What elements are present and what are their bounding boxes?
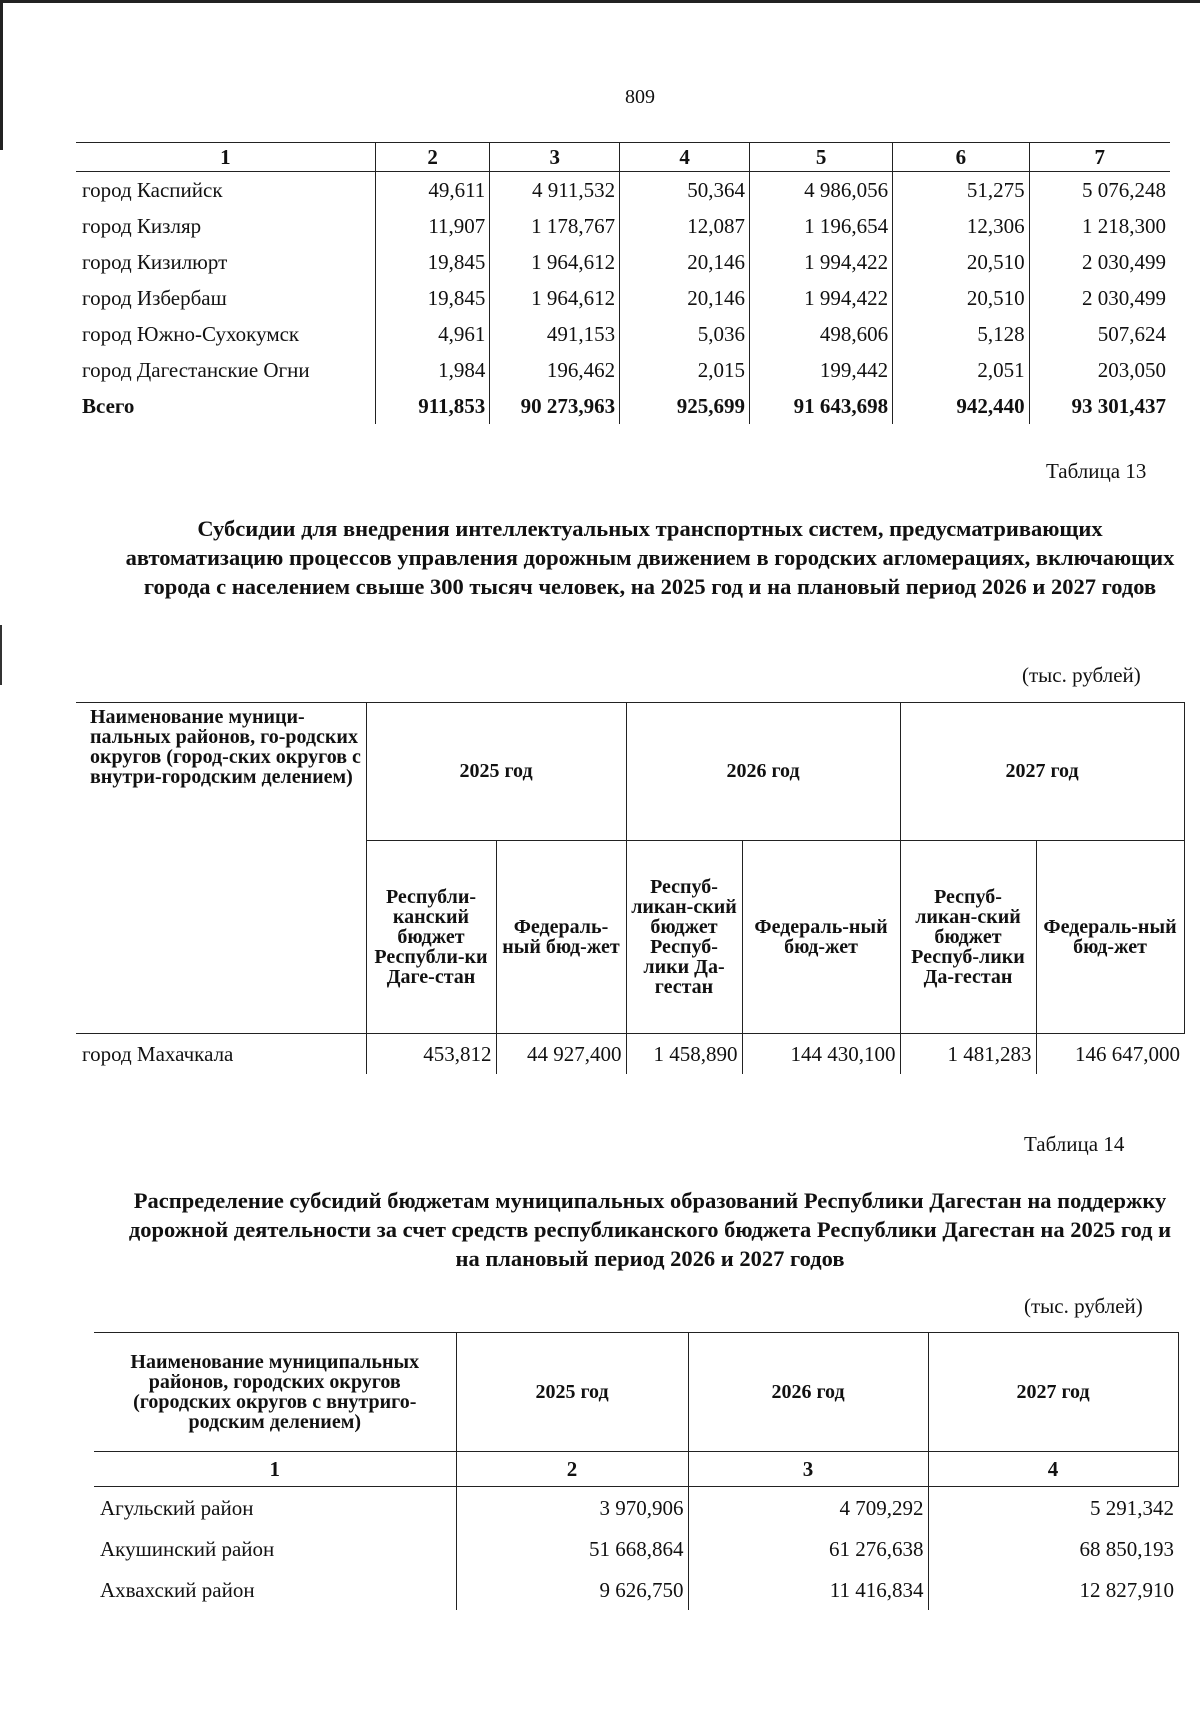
table-cell: 4,961 <box>375 316 489 352</box>
table-continuation <box>76 142 1170 424</box>
municipality-name: Агульский район <box>100 1495 254 1520</box>
column-number: 7 <box>1029 143 1170 172</box>
total-label: Всего <box>82 394 135 418</box>
table-cell: 507,624 <box>1029 316 1170 352</box>
total-cell: 90 273,963 <box>490 388 620 424</box>
column-header-year: 2026 год <box>626 703 900 841</box>
municipality-name: город Кизилюрт <box>82 250 228 274</box>
table-cell: 5 291,342 <box>928 1487 1178 1529</box>
table-cell: 4 986,056 <box>750 172 893 209</box>
column-header-year: 2025 год <box>366 703 626 841</box>
table-number-row <box>94 1452 1178 1487</box>
column-number: 4 <box>928 1452 1178 1487</box>
table-header-row <box>76 703 1184 841</box>
table-cell: 453,812 <box>366 1034 496 1075</box>
total-cell: 911,853 <box>375 388 489 424</box>
column-header-year: 2027 год <box>928 1333 1178 1452</box>
municipality-name: город Дагестанские Огни <box>82 358 310 382</box>
column-number: 6 <box>893 143 1029 172</box>
table-row <box>94 1487 1178 1529</box>
table-14-label: Таблица 14 <box>1024 1132 1125 1156</box>
column-number: 1 <box>94 1452 456 1487</box>
table-cell: 498,606 <box>750 316 893 352</box>
total-cell: 91 643,698 <box>750 388 893 424</box>
table-13-label: Таблица 13 <box>1046 459 1147 483</box>
table-cell: 20,510 <box>893 280 1029 316</box>
table-cell: 2 030,499 <box>1029 280 1170 316</box>
municipality-name: Ахвахский район <box>100 1577 255 1602</box>
table-13-title: Субсидии для внедрения интеллектуальных транспортных систем, предусматривающих автоматизацию процессов управления дорожным движением в городских агломерациях, включающих города с населением свыше 300 тысяч человек, на 2025 год и на плановый период 2026 и 2027 годов <box>125 516 1175 599</box>
table-cell: 12 827,910 <box>928 1569 1178 1610</box>
table-row <box>76 172 1170 209</box>
table-cell: 68 850,193 <box>928 1528 1178 1569</box>
table-cell: 61 276,638 <box>688 1528 928 1569</box>
column-header-year: 2027 год <box>900 703 1184 841</box>
table-cell: 1 964,612 <box>490 280 620 316</box>
column-number: 2 <box>456 1452 688 1487</box>
column-header-republic-budget: Респуб-ликан-ский бюджет Респуб-лики Да-гестан <box>900 840 1036 1033</box>
table-cell: 20,510 <box>893 244 1029 280</box>
table-14 <box>94 1332 1179 1610</box>
table-cell: 5,036 <box>620 316 750 352</box>
table-cell: 49,611 <box>375 172 489 209</box>
table-cell: 196,462 <box>490 352 620 388</box>
table-13 <box>76 702 1185 1074</box>
municipality-name: Акушинский район <box>100 1536 275 1561</box>
column-header-republic-budget: Республи-канский бюджет Республи-ки Даге-стан <box>366 840 496 1033</box>
table-total-row <box>76 388 1170 424</box>
table-cell: 44 927,400 <box>496 1034 626 1075</box>
table-row <box>76 280 1170 316</box>
table-header-row <box>76 143 1170 172</box>
table-cell: 1 994,422 <box>750 244 893 280</box>
table-cell: 5,128 <box>893 316 1029 352</box>
table-cell: 51 668,864 <box>456 1528 688 1569</box>
table-row <box>76 352 1170 388</box>
total-cell: 925,699 <box>620 388 750 424</box>
table-cell: 12,306 <box>893 208 1029 244</box>
column-header-year: 2025 год <box>456 1333 688 1452</box>
table-cell: 12,087 <box>620 208 750 244</box>
table-row <box>94 1569 1178 1610</box>
scan-mark-left <box>0 625 2 685</box>
table-cell: 19,845 <box>375 244 489 280</box>
table-row <box>76 244 1170 280</box>
table-cell: 1 218,300 <box>1029 208 1170 244</box>
table-cell: 4 709,292 <box>688 1487 928 1529</box>
table-cell: 1 458,890 <box>626 1034 742 1075</box>
municipality-name: город Южно-Сухокумск <box>82 322 300 346</box>
column-header-republic-budget: Респуб-ликан-ский бюджет Респуб-лики Да-гестан <box>626 840 742 1033</box>
page-number: 809 <box>625 86 655 108</box>
column-number: 1 <box>76 143 375 172</box>
column-header-federal-budget: Федераль-ный бюд-жет <box>742 840 900 1033</box>
table-cell: 3 970,906 <box>456 1487 688 1529</box>
table-cell: 51,275 <box>893 172 1029 209</box>
column-number: 3 <box>490 143 620 172</box>
scan-edge-top <box>0 0 1200 3</box>
table-cell: 2,051 <box>893 352 1029 388</box>
table-cell: 203,050 <box>1029 352 1170 388</box>
table-row <box>76 1034 1184 1075</box>
table-row <box>76 316 1170 352</box>
total-cell: 93 301,437 <box>1029 388 1170 424</box>
municipality-name: город Избербаш <box>82 286 227 310</box>
table-cell: 50,364 <box>620 172 750 209</box>
municipality-name: город Каспийск <box>82 178 223 202</box>
table-cell: 1,984 <box>375 352 489 388</box>
table-cell: 1 196,654 <box>750 208 893 244</box>
table-13-units: (тыс. рублей) <box>1022 663 1141 687</box>
scan-edge-left <box>0 0 3 150</box>
table-cell: 2,015 <box>620 352 750 388</box>
table-cell: 5 076,248 <box>1029 172 1170 209</box>
table-cell: 11,907 <box>375 208 489 244</box>
column-header-federal-budget: Федераль-ный бюд-жет <box>1036 840 1184 1033</box>
table-14-units: (тыс. рублей) <box>1024 1294 1143 1318</box>
table-cell: 144 430,100 <box>742 1034 900 1075</box>
column-number: 2 <box>375 143 489 172</box>
table-cell: 1 994,422 <box>750 280 893 316</box>
total-cell: 942,440 <box>893 388 1029 424</box>
table-cell: 4 911,532 <box>490 172 620 209</box>
table-cell: 20,146 <box>620 280 750 316</box>
table-cell: 1 964,612 <box>490 244 620 280</box>
column-header-municipality: Наименование муниципальных районов, городских округов (городских округов с внутриго-родским делением) <box>94 1333 456 1452</box>
table-row <box>76 208 1170 244</box>
column-number: 3 <box>688 1452 928 1487</box>
table-cell: 491,153 <box>490 316 620 352</box>
table-cell: 20,146 <box>620 244 750 280</box>
municipality-name: город Махачкала <box>76 1034 366 1075</box>
column-header-year: 2026 год <box>688 1333 928 1452</box>
table-14-title: Распределение субсидий бюджетам муниципальных образований Республики Дагестан на поддержку дорожной деятельности за счет средств республиканского бюджета Республики Дагестан на 2025 год и на плановый период 2026 и 2027 годов <box>128 1188 1172 1271</box>
column-header-municipality: Наименование муници-пальных районов, го-родских округов (город-ских округов с внутри-городским делением) <box>76 703 366 1034</box>
table-row <box>94 1528 1178 1569</box>
table-cell: 199,442 <box>750 352 893 388</box>
column-number: 5 <box>750 143 893 172</box>
column-header-federal-budget: Федераль-ный бюд-жет <box>496 840 626 1033</box>
table-header-row <box>94 1333 1178 1452</box>
table-cell: 9 626,750 <box>456 1569 688 1610</box>
municipality-name: город Кизляр <box>82 214 202 238</box>
table-cell: 146 647,000 <box>1036 1034 1184 1075</box>
table-cell: 1 481,283 <box>900 1034 1036 1075</box>
table-cell: 2 030,499 <box>1029 244 1170 280</box>
table-cell: 1 178,767 <box>490 208 620 244</box>
column-number: 4 <box>620 143 750 172</box>
table-cell: 19,845 <box>375 280 489 316</box>
table-cell: 11 416,834 <box>688 1569 928 1610</box>
